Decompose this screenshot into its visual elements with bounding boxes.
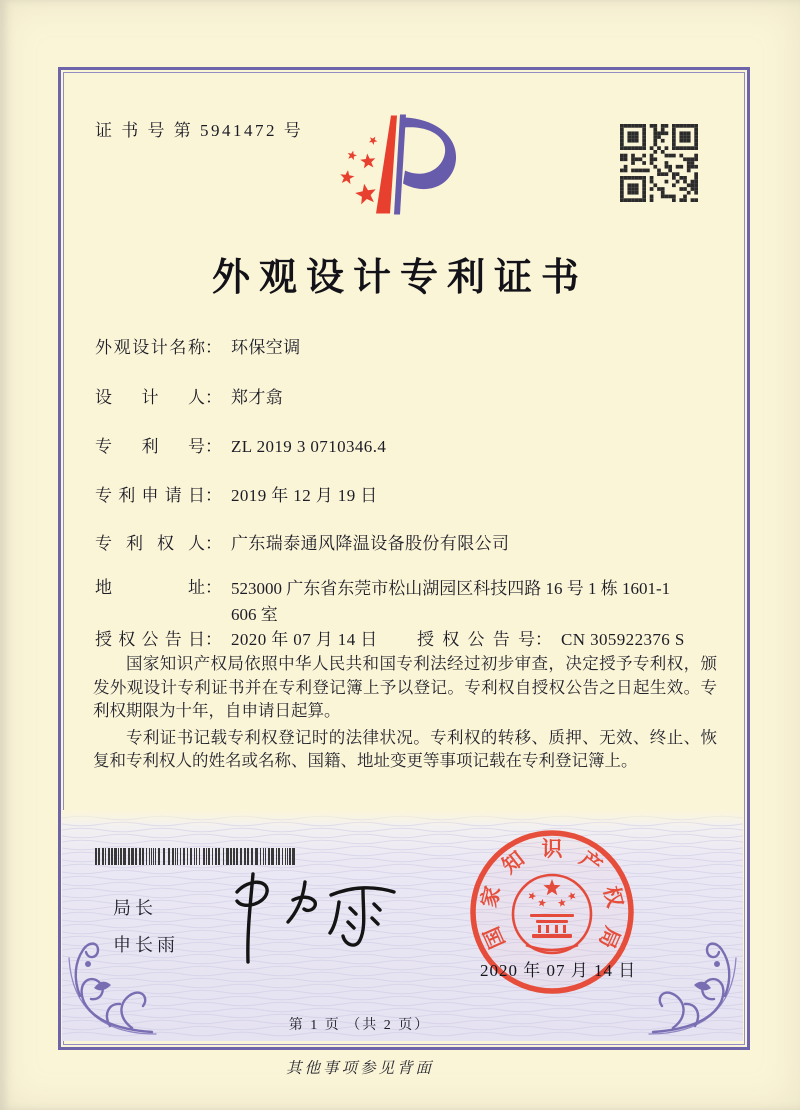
legal-paragraph-1: 国家知识产权局依照中华人民共和国专利法经过初步审查，决定授予专利权，颁发外观设计专利证书并在专利登记簿上予以登记。专利权自授权公告之日起生效。专利权期限为十年，自申请日起算。 (93, 654, 717, 720)
signature-stroke (248, 874, 253, 962)
field-grant: 授权公告日： 2020 年 07 月 14 日 授权公告号： CN 305922376 S (95, 628, 378, 652)
logo-p-bowl (403, 118, 456, 190)
emblem-column (555, 925, 558, 933)
field-value: ZL 2019 3 0710346.4 (231, 437, 387, 456)
corner-flourish-right (647, 926, 741, 1038)
field-address: 地址： 523000 广东省东莞市松山湖园区科技四路 16 号 1 栋 1601-1 606 室 (95, 576, 731, 628)
flourish-curl (653, 979, 723, 1032)
emblem-column (563, 925, 566, 933)
field-label: 专利号 (95, 437, 205, 456)
field-value: 环保空调 (231, 338, 301, 357)
zone-top-fade (62, 810, 743, 826)
back-side-note: 其他事项参见背面 (285, 1060, 434, 1077)
flourish-dot (714, 961, 720, 967)
field-label: 授权公告日 (95, 630, 205, 649)
signature-stroke (330, 902, 339, 933)
field-value: 523000 广东省东莞市松山湖园区科技四路 16 号 1 栋 1601-1 606 室 (231, 579, 671, 624)
field-design-name: 外观设计名称： 环保空调 (95, 336, 301, 360)
field-patentee: 专利权人： 广东瑞泰通风降温设备股份有限公司 (95, 532, 509, 556)
svg-text:识: 识 (541, 837, 563, 861)
svg-text:权: 权 (598, 883, 628, 910)
field-value: 郑才翕 (231, 388, 284, 407)
signature-stroke (288, 882, 305, 922)
field-value: 广东瑞泰通风降温设备股份有限公司 (231, 534, 510, 553)
handwritten-signature (217, 868, 407, 968)
qr-code (620, 124, 698, 202)
logo-star-3 (360, 154, 375, 169)
field-value: CN 305922376 S (561, 630, 685, 649)
emblem-column (546, 925, 549, 933)
emblem-base (532, 934, 572, 938)
svg-text:知: 知 (497, 846, 529, 879)
emblem-roof (530, 914, 574, 917)
logo-red-wedge (376, 116, 397, 214)
officer-title: 局长 (113, 898, 157, 918)
field-label: 外观设计名称 (95, 338, 205, 357)
flourish-curl (660, 993, 684, 1028)
logo-star-5 (369, 137, 378, 145)
field-label: 专利权人 (95, 534, 205, 553)
logo-star-4 (348, 151, 357, 161)
emblem-platform (536, 920, 568, 923)
emblem-column (538, 925, 541, 933)
flourish-curl (685, 1004, 698, 1026)
signature-stroke (343, 889, 364, 945)
svg-text:国: 国 (479, 923, 510, 953)
field-filing-date: 专利申请日： 2019 年 12 月 19 日 (95, 484, 378, 508)
seal-date: 2020 年 07 月 14 日 (480, 961, 637, 980)
page-indicator: 第 1 页 （共 2 页） (288, 1018, 431, 1033)
legal-paragraph-2: 专利证书记载专利权登记时的法律状况。专利权的转移、质押、无效、终止、恢复和专利权人的姓名或名称、国籍、地址变更等事项记载在专利登记簿上。 (93, 727, 717, 770)
field-label: 专利申请日 (95, 486, 205, 505)
flourish-dot (85, 961, 91, 967)
svg-text:产: 产 (575, 846, 607, 879)
guilloche-zone (62, 810, 743, 1041)
field-value: 2019 年 12 月 19 日 (231, 486, 378, 505)
field-designer: 设计人： 郑才翕 (95, 386, 283, 410)
logo-star-1 (355, 184, 376, 205)
flourish-petal (694, 982, 711, 991)
field-label: 地址 (95, 578, 205, 597)
field-value: 2020 年 07 月 14 日 (231, 630, 378, 649)
svg-text:家: 家 (476, 883, 506, 910)
logo-star-2 (340, 170, 354, 184)
field-label: 设计人 (95, 388, 205, 407)
certificate-number: 证 书 号 第 5941472 号 (95, 121, 304, 140)
flourish-petal (94, 982, 111, 991)
svg-text:局: 局 (594, 923, 625, 953)
field-label: 授权公告号 (417, 630, 535, 649)
certificate-title: 外观设计专利证书 (211, 257, 588, 299)
barcode (95, 848, 297, 865)
officer-name: 申长雨 (113, 935, 179, 955)
cnipa-patent-logo-icon (320, 108, 470, 238)
field-patent-number: 专利号： ZL 2019 3 0710346.4 (95, 435, 386, 459)
field-grant-number: 授权公告号： CN 305922376 S (417, 628, 685, 652)
legal-text (93, 652, 717, 776)
